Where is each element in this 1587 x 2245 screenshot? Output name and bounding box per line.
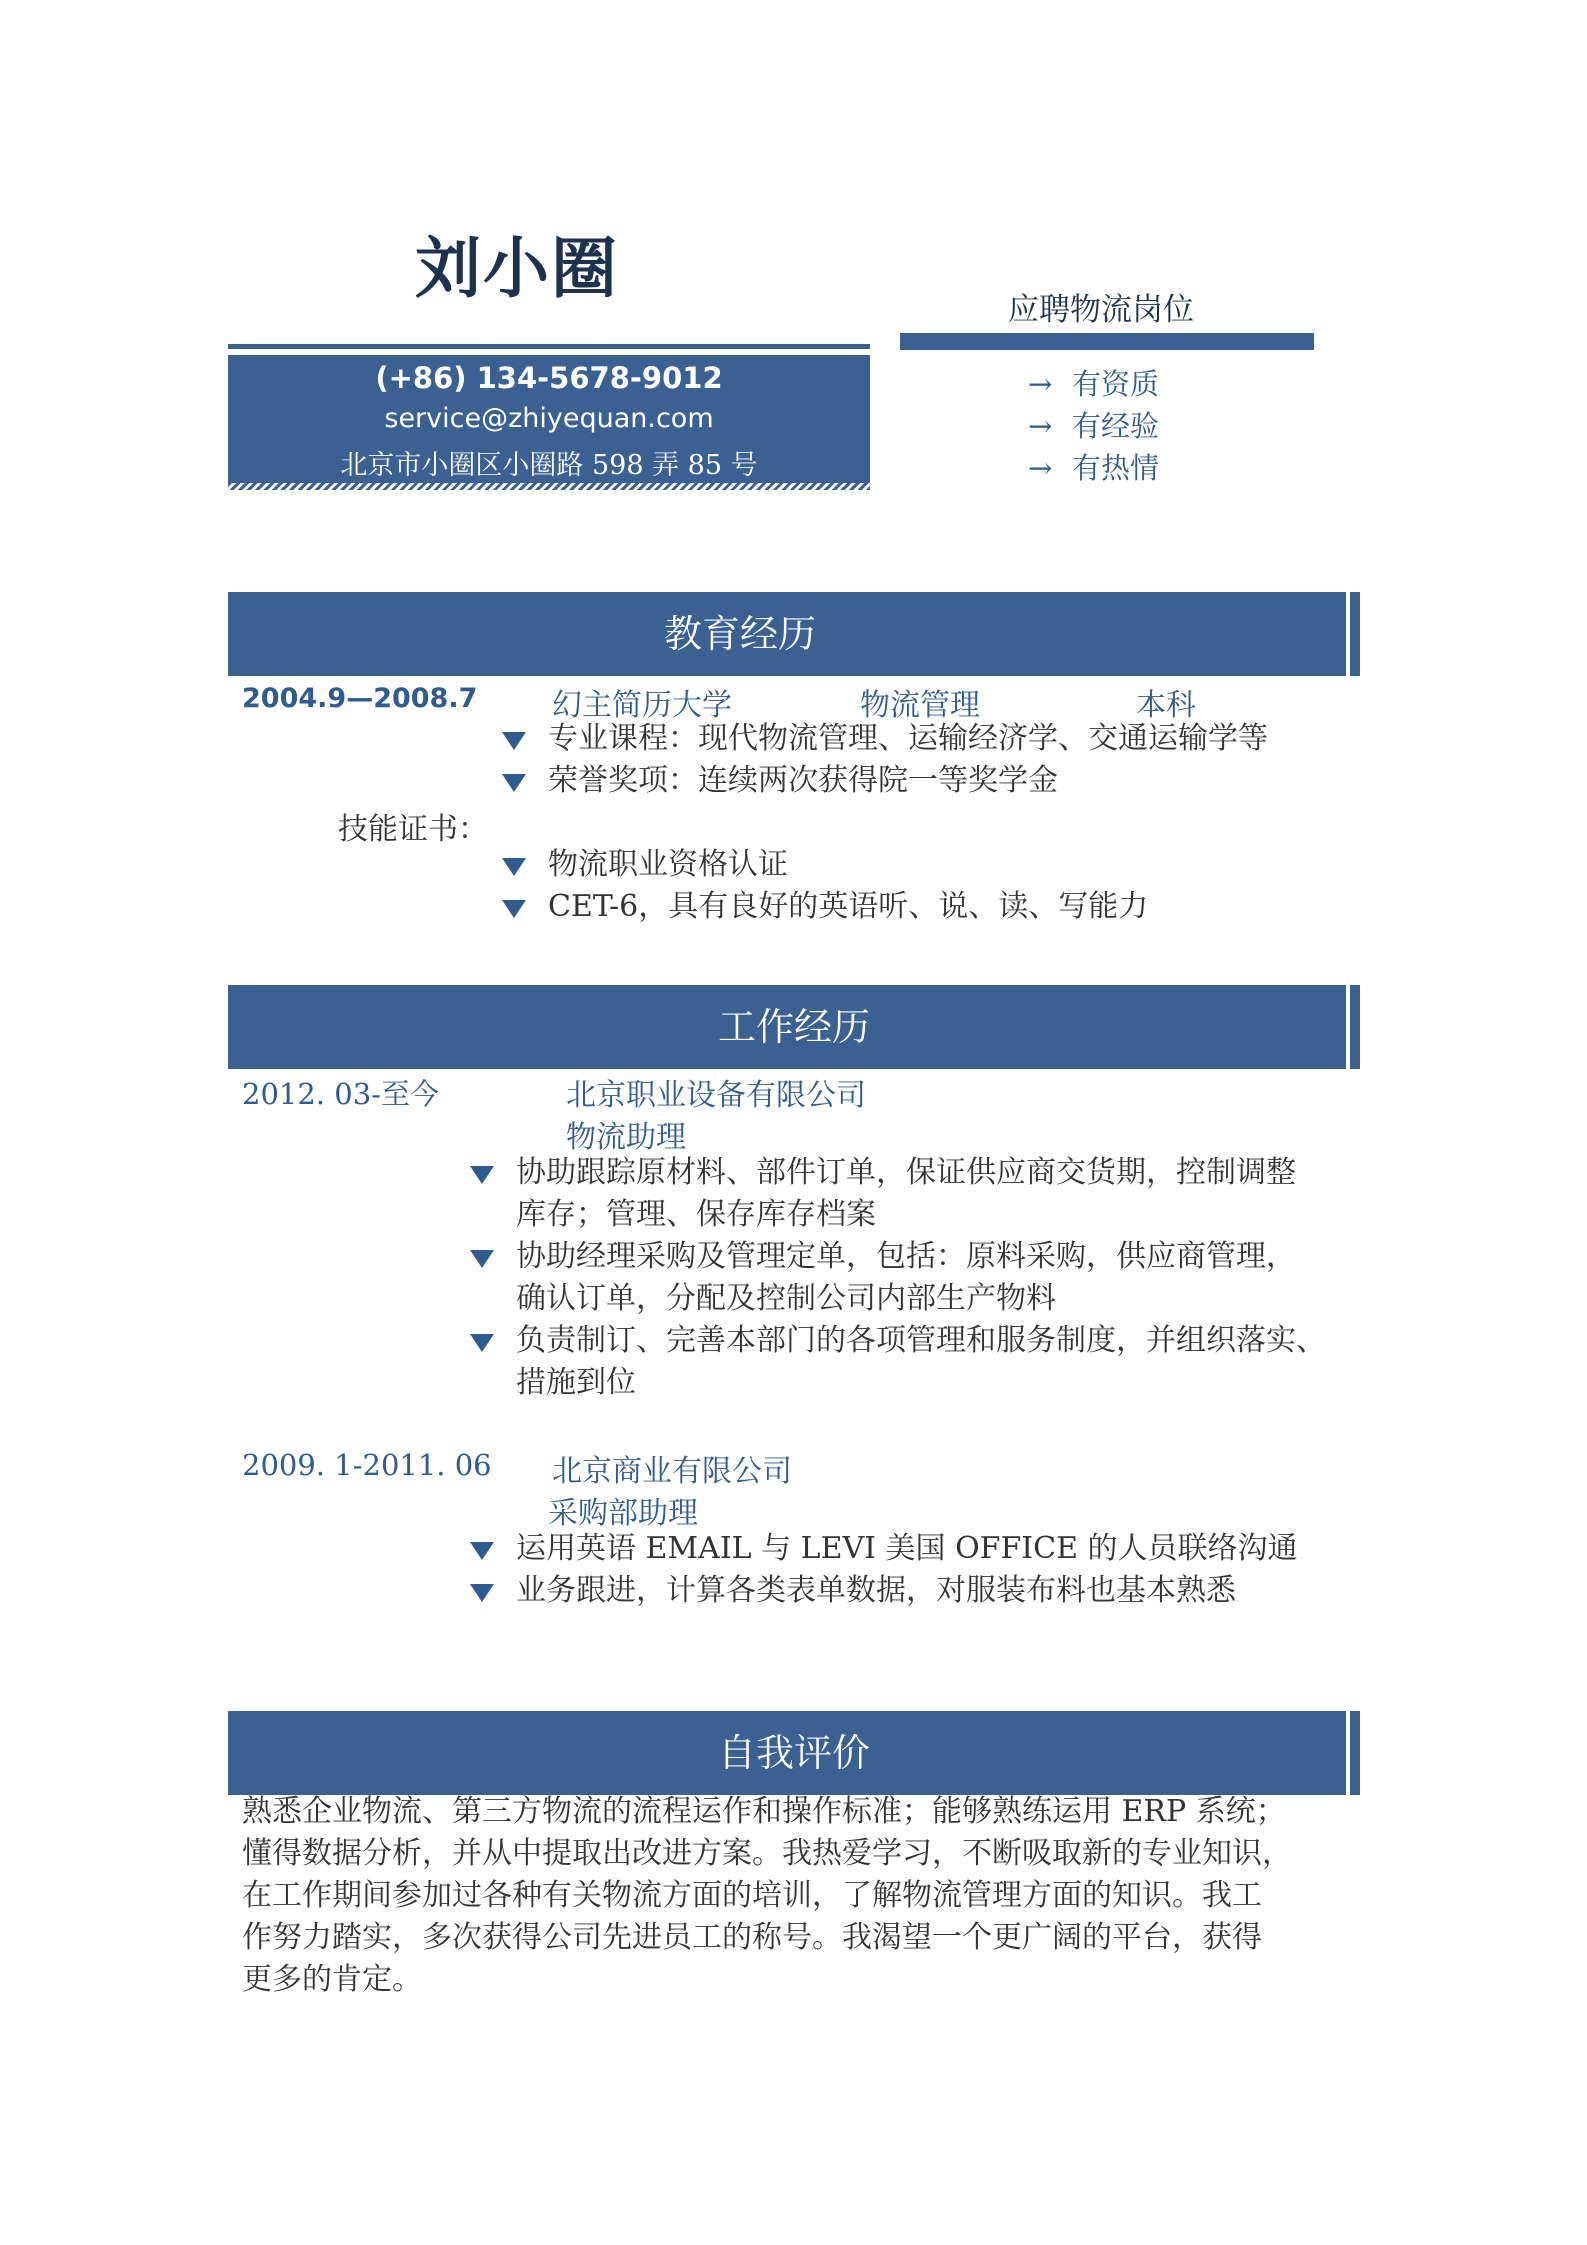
self-evaluation-line: 在工作期间参加过各种有关物流方面的培训，了解物流管理方面的知识。我工 xyxy=(242,1878,1262,1913)
job-item-line: 协助经理采购及管理定单，包括：原料采购，供应商管理， xyxy=(516,1239,1296,1274)
bullet-triangle-icon xyxy=(470,1250,494,1268)
job-role: 采购部助理 xyxy=(548,1496,698,1531)
apply-position: 应聘物流岗位 xyxy=(1008,292,1194,328)
contact-email: service@zhiyequan.com xyxy=(384,403,714,434)
bullet-triangle-icon xyxy=(470,1166,494,1184)
bullet-triangle-icon xyxy=(502,732,526,750)
job-role: 物流助理 xyxy=(566,1120,686,1155)
job-date: 2009. 1-2011. 06 xyxy=(242,1448,492,1482)
self-evaluation-line: 懂得数据分析，并从中提取出改进方案。我热爱学习，不断吸取新的专业知识， xyxy=(242,1836,1292,1871)
job-item-line: 协助跟踪原材料、部件订单，保证供应商交货期，控制调整 xyxy=(516,1155,1296,1190)
job-item-line: 确认订单，分配及控制公司内部生产物料 xyxy=(516,1281,1056,1316)
education-degree: 本科 xyxy=(1136,688,1196,723)
job-item-line: 业务跟进，计算各类表单数据，对服装布料也基本熟悉 xyxy=(516,1573,1236,1608)
arrow-right-icon: → xyxy=(1028,451,1053,485)
contact-stripe-decoration xyxy=(228,483,870,490)
trait-item xyxy=(1028,404,1159,445)
bullet-triangle-icon xyxy=(470,1334,494,1352)
bullet-triangle-icon xyxy=(470,1542,494,1560)
section-title: 工作经历 xyxy=(718,1005,871,1049)
trait-text: 有资质 xyxy=(1072,367,1160,401)
section-header-work xyxy=(228,985,1360,1069)
education-item: 荣誉奖项：连续两次获得院一等奖学金 xyxy=(548,763,1058,798)
education-item: 专业课程：现代物流管理、运输经济学、交通运输学等 xyxy=(548,721,1268,756)
job-item-line: 措施到位 xyxy=(516,1365,636,1400)
education-date: 2004.9—2008.7 xyxy=(242,683,478,714)
self-evaluation-text xyxy=(242,1791,1352,2001)
contact-box xyxy=(228,355,870,483)
section-header-self xyxy=(228,1711,1360,1795)
contact-top-line xyxy=(228,344,870,349)
job-item-line: 库存；管理、保存库存档案 xyxy=(516,1197,876,1232)
candidate-name: 刘小圈 xyxy=(415,229,619,307)
job-company: 北京商业有限公司 xyxy=(552,1454,792,1489)
bullet-triangle-icon xyxy=(502,858,526,876)
job-item-line: 运用英语 EMAIL 与 LEVI 美国 OFFICE 的人员联络沟通 xyxy=(516,1531,1298,1566)
section-title: 教育经历 xyxy=(664,612,817,656)
job-date: 2012. 03-至今 xyxy=(242,1077,439,1111)
apply-divider-bar xyxy=(900,333,1314,350)
cert-item: CET-6，具有良好的英语听、说、读、写能力 xyxy=(548,889,1149,924)
trait-item xyxy=(1028,362,1159,403)
self-evaluation-line: 熟悉企业物流、第三方物流的流程运作和操作标准；能够熟练运用 ERP 系统； xyxy=(242,1794,1286,1829)
self-evaluation-line: 更多的肯定。 xyxy=(242,1962,422,1997)
trait-item xyxy=(1028,446,1159,487)
arrow-right-icon: → xyxy=(1028,367,1053,401)
cert-item: 物流职业资格认证 xyxy=(548,847,788,882)
cert-label: 技能证书： xyxy=(338,812,488,847)
education-school: 幻主简历大学 xyxy=(552,688,732,723)
education-major: 物流管理 xyxy=(860,688,980,723)
job-company: 北京职业设备有限公司 xyxy=(566,1078,866,1113)
bullet-triangle-icon xyxy=(502,900,526,918)
section-title: 自我评价 xyxy=(718,1731,871,1775)
bullet-triangle-icon xyxy=(470,1584,494,1602)
trait-text: 有热情 xyxy=(1072,451,1160,485)
contact-address: 北京市小圈区小圈路 598 弄 85 号 xyxy=(340,450,758,481)
job-item-line: 负责制订、完善本部门的各项管理和服务制度，并组织落实、 xyxy=(516,1323,1326,1358)
arrow-right-icon: → xyxy=(1028,409,1053,443)
section-header-education xyxy=(228,592,1360,676)
bullet-triangle-icon xyxy=(502,774,526,792)
trait-text: 有经验 xyxy=(1072,409,1160,443)
contact-phone: (+86) 134-5678-9012 xyxy=(375,361,723,395)
self-evaluation-line: 作努力踏实，多次获得公司先进员工的称号。我渴望一个更广阔的平台，获得 xyxy=(242,1920,1262,1955)
